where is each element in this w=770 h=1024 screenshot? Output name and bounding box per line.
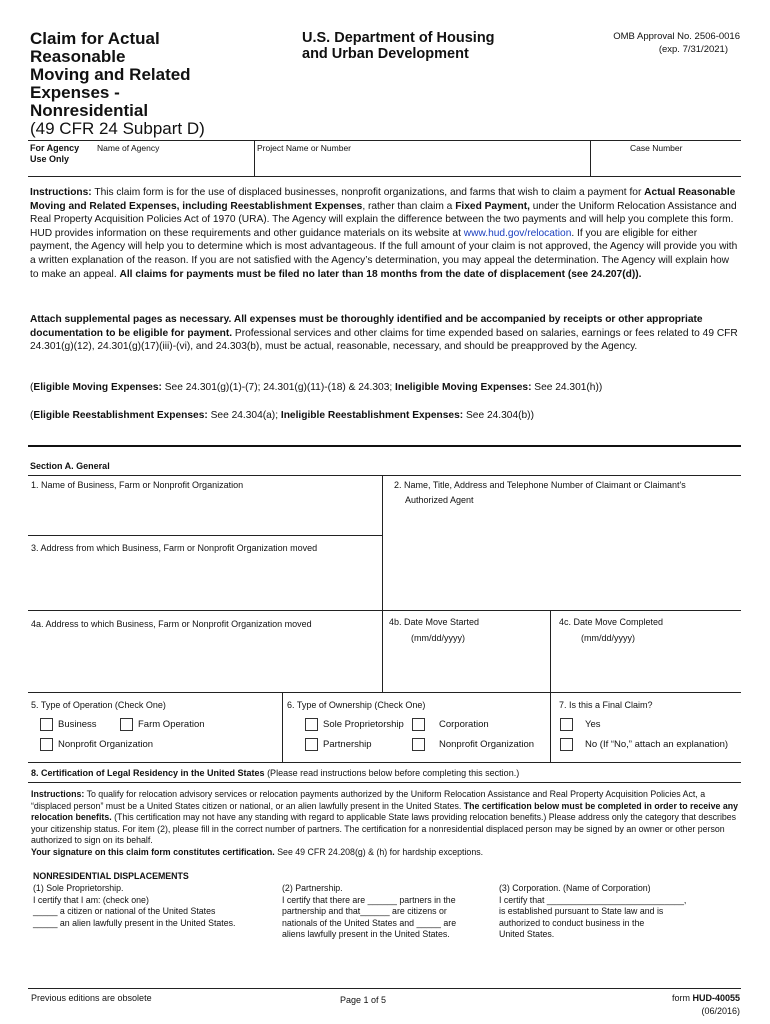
moving-expenses-reference xyxy=(30,381,740,395)
option-label: Nonprofit Organization xyxy=(58,739,154,751)
field-2-label-cont: Authorized Agent xyxy=(405,495,474,505)
text: I certify that there are ______ partners in the xyxy=(282,894,456,905)
title-line: Claim for Actual xyxy=(30,29,160,48)
divider xyxy=(28,610,741,611)
project-label: Project Name or Number xyxy=(257,143,352,153)
text: Professional services and other claims for time expended based on salaries, earnings or fees related to 49 CFR 24.301(g)(12), 24.301(g)(17)(iii)-(vi), and 24.303(b), must be actual, reasonable, necessary, and should be preapproved by the Agency. xyxy=(30,327,738,353)
instructions-lead: Instructions: xyxy=(30,187,92,198)
supplemental-paragraph xyxy=(30,313,740,354)
option-label: Yes xyxy=(585,719,601,731)
divider xyxy=(28,692,741,693)
ownership-corporation-option[interactable] xyxy=(412,718,489,731)
move-completed-date-field[interactable] xyxy=(559,648,737,688)
moved-from-address-field[interactable] xyxy=(31,558,376,606)
form-id xyxy=(620,993,740,1003)
field-6-label: 6. Type of Ownership (Check One) xyxy=(287,700,426,710)
hud-relocation-link[interactable]: www.hud.gov/relocation xyxy=(463,227,572,239)
checkbox[interactable] xyxy=(40,738,53,751)
text: See 49 CFR 24.208(g) & (h) for hardship exceptions. xyxy=(274,846,484,857)
text: authorized to conduct business in the xyxy=(499,917,645,928)
operation-nonprofit-option[interactable] xyxy=(40,738,153,751)
claimant-info-field[interactable] xyxy=(394,510,734,606)
moved-to-address-field[interactable] xyxy=(31,634,376,688)
omb-expiry: (exp. 7/31/2021) xyxy=(658,44,728,55)
text: (1) Sole Proprietorship. xyxy=(33,883,124,893)
title-line: Nonresidential xyxy=(30,101,149,120)
text: is established pursuant to State law and is xyxy=(499,906,664,917)
field-7-label: 7. Is this a Final Claim? xyxy=(559,700,653,710)
text-bold: Eligible Moving Expenses: xyxy=(33,382,162,393)
field-4b-label: 4b. Date Move Started xyxy=(389,617,480,627)
text: United States. xyxy=(499,929,555,940)
divider xyxy=(254,140,255,176)
footer-divider xyxy=(28,988,741,989)
form-date: (06/2016) xyxy=(701,1006,740,1016)
reestablishment-expenses-reference xyxy=(30,409,740,423)
text: (This certification may not have any standing with regard to applicable State laws providing relocation benefits.) Please address only the category that describes your citizenship status. For item (2), please fill in the correct number of partners. The certification for a nonresidential displaced person may be signed by an owner or other person authorized to sign on its behalf. xyxy=(31,812,737,846)
text: See 24.301(g)(1)-(7); 24.301(g)(11)-(18) & 24.303; xyxy=(161,382,396,393)
text-bold: Attach supplemental pages as necessary. All expenses must be thoroughly identified and be accompanied by receipts or other appropriate documentation to be eligible for payment. xyxy=(30,314,703,339)
divider xyxy=(382,475,383,692)
ownership-sole-option[interactable] xyxy=(305,718,404,731)
text: ( xyxy=(30,410,34,421)
divider xyxy=(28,535,382,536)
text: _____ a citizen or national of the United States xyxy=(33,906,216,917)
divider xyxy=(28,140,741,141)
divider xyxy=(550,692,551,762)
text-bold: Actual Reasonable Moving and Related Expenses, including Reestablishment Expenses xyxy=(30,187,736,212)
text-bold: The certification below must be completed in order to receive any relocation benefits. xyxy=(31,800,738,823)
checkbox[interactable] xyxy=(412,718,425,731)
name-of-agency-label: Name of Agency xyxy=(97,143,160,153)
title-line: Expenses - xyxy=(30,83,120,102)
text: This claim form is for the use of displaced businesses, nonprofit organizations, and farms that wish to claim a payment for xyxy=(91,187,645,198)
option-label: Sole Proprietorship xyxy=(323,719,404,731)
text-bold: Instructions: xyxy=(31,789,85,799)
previous-editions-note: Previous editions are obsolete xyxy=(31,993,152,1003)
section-8-instructions xyxy=(31,789,741,859)
agency-name-field[interactable] xyxy=(92,152,250,172)
field-5-label: 5. Type of Operation (Check One) xyxy=(31,700,166,710)
text: under the Uniform Relocation Assistance and Real Property Acquisition Policies Act of 1970 (URA). The Agency will explain the difference between the two payments and will help you complete this form. HUD provides information on these requirements and other guidance materials on its website at xyxy=(30,200,737,239)
field-4c-label: 4c. Date Move Completed xyxy=(559,617,664,627)
checkbox[interactable] xyxy=(560,738,573,751)
field-4b-format: (mm/dd/yyyy) xyxy=(411,633,465,643)
text-bold: Fixed Payment, xyxy=(455,200,530,212)
checkbox[interactable] xyxy=(40,718,53,731)
field-4a-label: 4a. Address to which Business, Farm or Nonprofit Organization moved xyxy=(31,619,312,629)
section-divider xyxy=(28,445,741,447)
checkbox[interactable] xyxy=(120,718,133,731)
omb-number: OMB Approval No. 2506-0016 xyxy=(613,31,740,42)
ownership-partnership-option[interactable] xyxy=(305,738,372,751)
title-line: Moving and Related xyxy=(30,65,191,84)
project-field[interactable] xyxy=(258,152,586,172)
text: To qualify for relocation advisory services or relocation payments authorized by the Uniform Relocation Assistance and Real Property Acquisition Policies Act, a “displaced person” must be a United States citizen or national, or an alien lawfully present in the United States. xyxy=(31,789,706,811)
text: See 24.304(a); xyxy=(207,410,281,421)
text: (3) Corporation. (Name of Corporation) xyxy=(499,883,651,893)
text-bold: All claims for payments must be filed no later than 18 months from the date of displacement (see 24.207(d)). xyxy=(119,268,642,280)
divider xyxy=(28,762,741,763)
divider xyxy=(28,176,741,177)
title-line: Reasonable xyxy=(30,47,126,66)
case-number-field[interactable] xyxy=(594,152,739,172)
department-line: U.S. Department of Housing xyxy=(302,30,495,46)
text: form xyxy=(671,993,693,1003)
text: _____ an alien lawfully present in the United States. xyxy=(33,917,236,928)
text-bold: Eligible Reestablishment Expenses: xyxy=(33,410,208,421)
section-a-heading: Section A. General xyxy=(30,461,110,471)
agency-use-only-label: For Agency Use Only xyxy=(30,143,80,164)
text: See 24.301(h)) xyxy=(531,382,603,393)
field-4c-format: (mm/dd/yyyy) xyxy=(581,633,635,643)
field-3-label: 3. Address from which Business, Farm or Nonprofit Organization moved xyxy=(31,543,318,553)
text: I certify that ____________________________, xyxy=(499,894,687,905)
operation-business-option[interactable] xyxy=(40,718,97,731)
checkbox[interactable] xyxy=(560,718,573,731)
nonresidential-heading: NONRESIDENTIAL DISPLACEMENTS xyxy=(33,871,189,881)
corporation-certification[interactable] xyxy=(499,883,739,941)
case-number-label: Case Number xyxy=(630,143,683,153)
checkbox[interactable] xyxy=(305,738,318,751)
department-name xyxy=(302,30,532,62)
text: aliens lawfully present in the United States. xyxy=(282,929,450,940)
divider xyxy=(28,782,741,783)
divider xyxy=(590,140,591,176)
text-bold: Ineligible Moving Expenses: xyxy=(395,382,532,393)
text-bold: Your signature on this claim form constitutes certification. xyxy=(31,846,275,857)
move-started-date-field[interactable] xyxy=(389,648,544,688)
text-bold: Ineligible Reestablishment Expenses: xyxy=(280,410,464,421)
field-1-label: 1. Name of Business, Farm or Nonprofit Organization xyxy=(31,480,244,490)
final-claim-no-option[interactable] xyxy=(560,738,728,751)
text: (Please read instructions below before completing this section.) xyxy=(264,768,520,778)
text: . If you are eligible for either payment, the Agency will help you to determine which is most advantageous. If the full amount of your claim is not approved, the Agency will provide you with a written explanation of the reason. If you are not satisfied with the Agency’s determination, you may appeal the determination. The Agency will explain how to make an appeal. xyxy=(30,227,738,280)
page-number: Page 1 of 5 xyxy=(340,995,387,1005)
section-8-heading xyxy=(31,768,519,778)
text: partnership and that______ are citizens or xyxy=(282,906,447,917)
text-bold: HUD-40055 xyxy=(692,993,740,1003)
option-label: Partnership xyxy=(323,739,372,751)
partnership-certification[interactable] xyxy=(282,883,497,941)
field-2-label: 2. Name, Title, Address and Telephone Number of Claimant or Claimant's xyxy=(394,480,686,490)
option-label: Nonprofit Organization xyxy=(439,739,535,751)
checkbox[interactable] xyxy=(412,738,425,751)
divider xyxy=(28,475,741,476)
text: ( xyxy=(30,382,34,393)
checkbox[interactable] xyxy=(305,718,318,731)
option-label: Business xyxy=(58,719,97,731)
form-subtitle: (49 CFR 24 Subpart D) xyxy=(30,119,205,138)
text: nationals of the United States and _____ are xyxy=(282,917,457,928)
form-title xyxy=(30,30,250,138)
omb-approval xyxy=(575,30,740,56)
text: See 24.304(b)) xyxy=(463,410,534,421)
text-bold: 8. Certification of Legal Residency in the United States xyxy=(31,768,265,778)
instructions-paragraph xyxy=(30,186,740,281)
sole-proprietorship-certification[interactable] xyxy=(33,883,278,929)
text: I certify that I am: (check one) xyxy=(33,894,149,905)
option-label: No (If “No,” attach an explanation) xyxy=(585,739,729,751)
business-name-field[interactable] xyxy=(31,494,376,532)
option-label: Farm Operation xyxy=(138,719,205,731)
ownership-nonprofit-option[interactable] xyxy=(412,738,534,751)
divider xyxy=(550,610,551,692)
divider xyxy=(282,692,283,762)
operation-farm-option[interactable] xyxy=(120,718,205,731)
department-line: and Urban Development xyxy=(302,46,469,62)
text: (2) Partnership. xyxy=(282,883,343,893)
option-label: Corporation xyxy=(439,719,489,731)
final-claim-yes-option[interactable] xyxy=(560,718,601,731)
text: , rather than claim a xyxy=(362,200,456,212)
